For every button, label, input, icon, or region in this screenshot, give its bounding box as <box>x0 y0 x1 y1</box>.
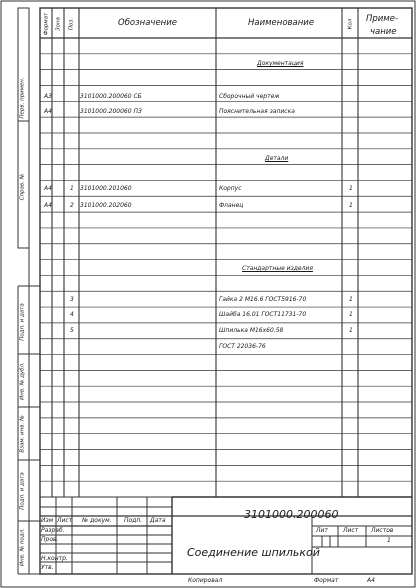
row-3-qty: 1 <box>349 185 353 192</box>
row-8-name: ГОСТ 22036-76 <box>219 343 266 350</box>
row-3-name: Корпус <box>219 185 242 192</box>
row-7-pos: 5 <box>70 327 74 334</box>
tb-listov-value: 1 <box>387 537 391 544</box>
row-6-pos: 4 <box>70 311 74 318</box>
tb-list: Лист <box>57 517 73 524</box>
row-4-pos: 2 <box>70 202 74 209</box>
side-label-vzam-inv: Взам. инв. № <box>19 415 26 453</box>
row-2-name: Пояснительная записка <box>219 108 295 115</box>
header-pos: Поз. <box>68 17 75 31</box>
row-3-format: А4 <box>44 185 52 192</box>
header-zone: Зона <box>55 17 62 31</box>
side-label-inv-dubl: Инв. № дубл. <box>19 362 26 400</box>
row-5-name: Гайка 2 М16.6 ГОСТ5916-70 <box>219 296 307 303</box>
header-format: Формат <box>43 12 50 36</box>
header-name: Наименование <box>248 18 315 28</box>
tb-razrab: Разраб. <box>41 527 65 534</box>
tb-format-value: А4 <box>367 577 375 584</box>
tb-data: Дата <box>150 517 166 524</box>
row-1-name: Сборочный чертеж <box>219 93 280 100</box>
row-2-format: А4 <box>44 108 52 115</box>
section-details: Детали <box>265 155 289 162</box>
row-1-designation: 3101000.200060 СБ <box>80 93 142 100</box>
section-standard: Стандартные изделия <box>242 265 313 272</box>
row-5-qty: 1 <box>349 296 353 303</box>
side-label-podp-data-1: Подп. и дата <box>19 303 26 341</box>
doc-title: Соединение шпилькой <box>187 546 320 559</box>
section-documentation: Документация <box>257 60 304 67</box>
tb-listov: Листов <box>371 527 394 534</box>
doc-number: 3101000.200060 <box>244 508 339 521</box>
tb-format-label: Формат <box>314 577 339 584</box>
row-7-qty: 1 <box>349 327 353 334</box>
tb-nkontr: Н.контр. <box>41 555 68 562</box>
header-note-line2: чание <box>370 27 397 37</box>
tb-copied: Копировал <box>188 577 223 584</box>
tb-prov: Пров. <box>41 536 59 543</box>
row-1-format: А3 <box>44 93 52 100</box>
tb-podp: Подп. <box>124 517 143 524</box>
header-designation: Обозначение <box>118 18 177 28</box>
row-3-designation: 3101000.201060 <box>80 185 132 192</box>
row-4-name: Фланец <box>219 202 244 209</box>
tb-izm: Изм <box>41 517 54 524</box>
row-4-qty: 1 <box>349 202 353 209</box>
row-4-format: А4 <box>44 202 52 209</box>
tb-utv: Утв. <box>41 564 54 571</box>
tb-lit: Лит <box>316 527 328 534</box>
side-label-perv-primen: Перв. примен. <box>19 77 26 119</box>
tb-doc-no: № докум. <box>82 517 112 524</box>
row-3-pos: 1 <box>70 185 74 192</box>
row-7-name: Шпилька М16х60.58 <box>219 327 284 334</box>
row-5-pos: 3 <box>70 296 74 303</box>
header-note-line1: Приме- <box>366 14 399 24</box>
header-qty: Кол <box>347 18 354 30</box>
row-6-qty: 1 <box>349 311 353 318</box>
row-2-designation: 3101000.200060 ПЗ <box>80 108 142 115</box>
row-6-name: Шайба 16.01 ГОСТ11731-70 <box>219 311 307 318</box>
tb-list2: Лист <box>343 527 359 534</box>
side-label-inv-podl: Инв. № подл. <box>19 528 26 566</box>
side-label-podp-data-2: Подп. и дата <box>19 472 26 510</box>
side-label-sprav-no: Справ. № <box>19 173 26 201</box>
row-4-designation: 3101000.202060 <box>80 202 132 209</box>
